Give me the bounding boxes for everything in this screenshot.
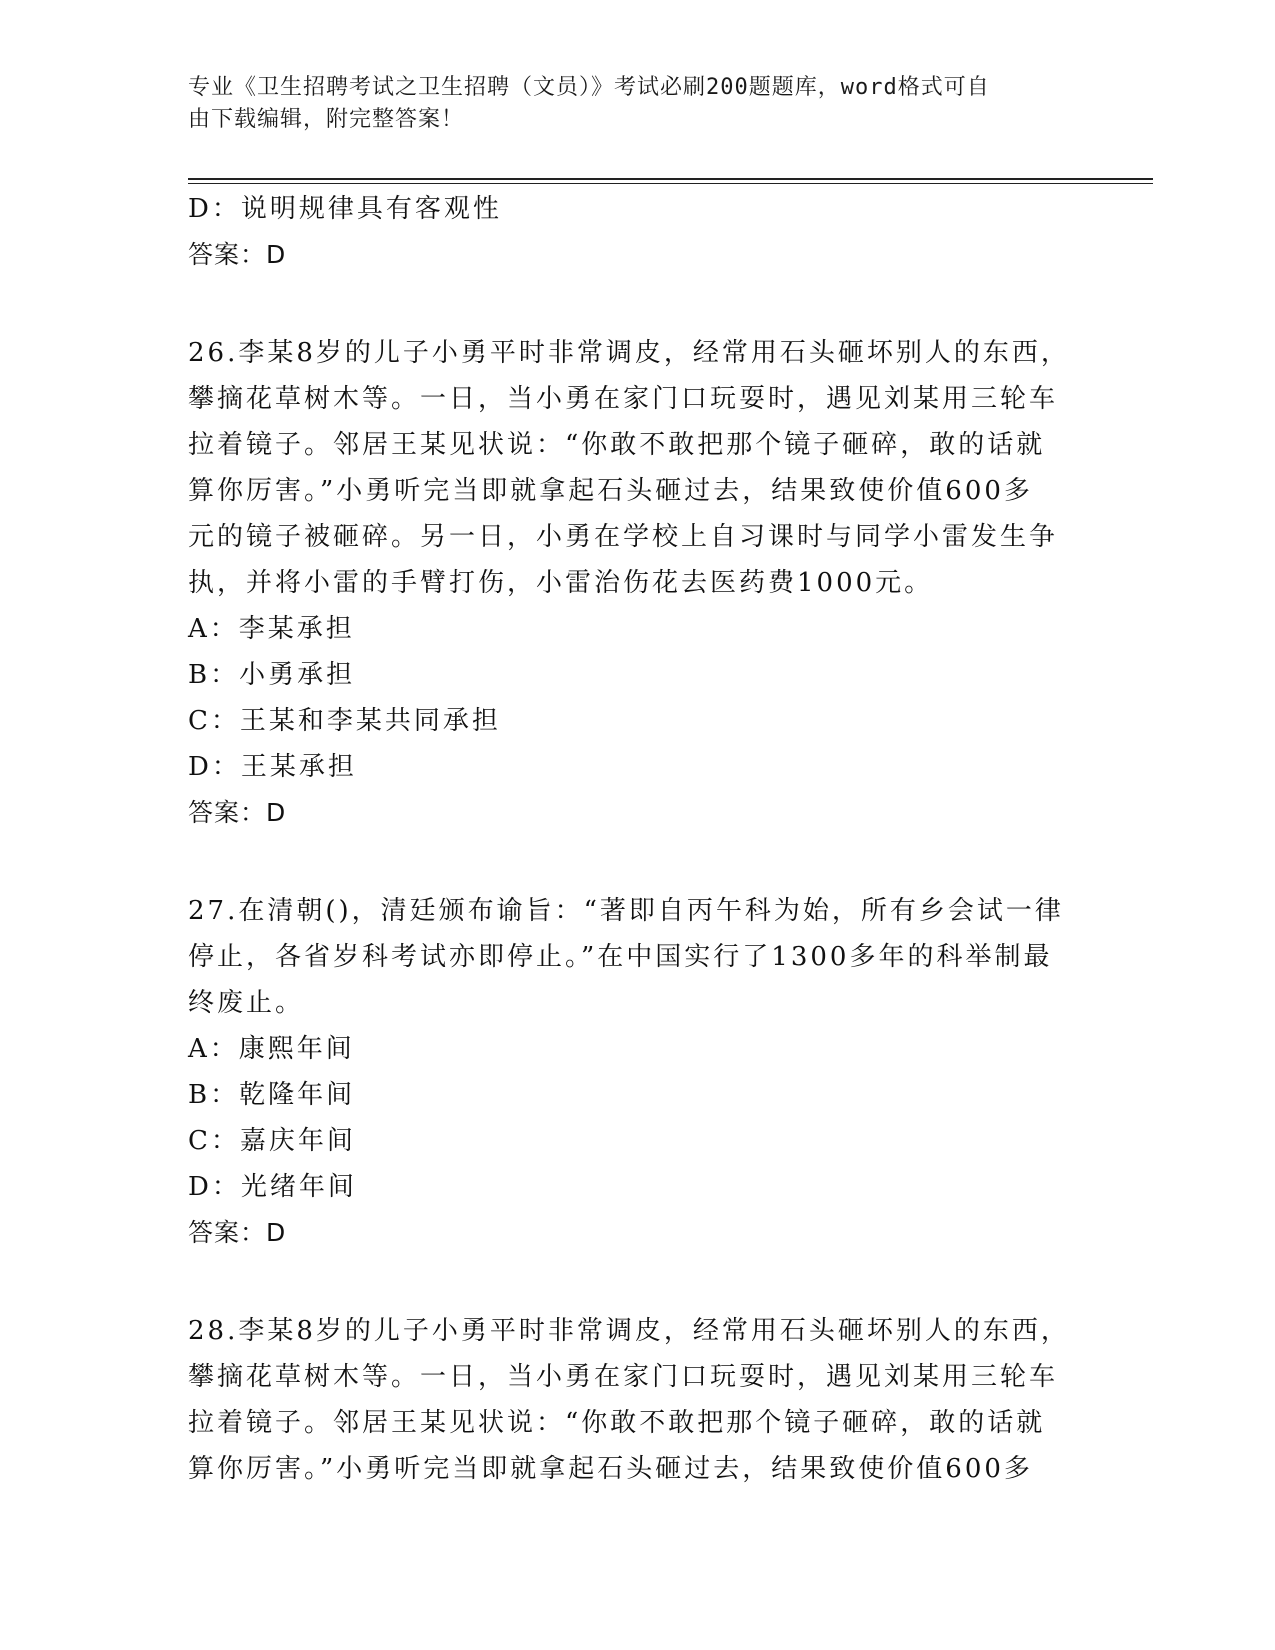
header-rule-thick — [188, 178, 1153, 180]
answer-line: 答案：D — [188, 1218, 287, 1247]
header-line-1: 专业《卫生招聘考试之卫生招聘（文员）》考试必刷200题题库，word格式可自 — [188, 75, 990, 100]
option-d: D：王某承担 — [188, 752, 357, 782]
answer-line: 答案：D — [188, 240, 287, 269]
header-rule-thin — [188, 183, 1153, 184]
option-d: D：说明规律具有客观性 — [188, 194, 502, 224]
stem-line: 停止，各省岁科考试亦即停止。”在中国实行了1300多年的科举制最 — [188, 942, 1053, 972]
question-28 — [188, 1308, 1068, 1492]
option-d: D：光绪年间 — [188, 1172, 357, 1202]
question-27 — [188, 888, 1068, 1256]
stem-line: 攀摘花草树木等。一日，当小勇在家门口玩耍时，遇见刘某用三轮车 — [188, 384, 1059, 414]
stem-line: 28.李某8岁的儿子小勇平时非常调皮，经常用石头砸坏别人的东西， — [188, 1316, 1070, 1346]
question-stem — [188, 330, 1068, 606]
stem-line: 27.在清朝()，清廷颁布谕旨：“著即自丙午科为始，所有乡会试一律 — [188, 896, 1064, 926]
stem-line: 元的镜子被砸碎。另一日，小勇在学校上自习课时与同学小雷发生争 — [188, 522, 1059, 552]
option-c: C：嘉庆年间 — [188, 1126, 356, 1156]
option-b: B：小勇承担 — [188, 660, 356, 690]
stem-line: 拉着镜子。邻居王某见状说：“你敢不敢把那个镜子砸碎，敢的话就 — [188, 1408, 1046, 1438]
stem-line: 算你厉害。”小勇听完当即就拿起石头砸过去，结果致使价值600多 — [188, 1454, 1033, 1484]
stem-line: 拉着镜子。邻居王某见状说：“你敢不敢把那个镜子砸碎，敢的话就 — [188, 430, 1046, 460]
stem-line: 执，并将小雷的手臂打伤，小雷治伤花去医药费1000元。 — [188, 568, 934, 598]
option-a: A：康熙年间 — [188, 1034, 355, 1064]
question-26 — [188, 330, 1068, 836]
option-c: C：王某和李某共同承担 — [188, 706, 501, 736]
stem-line: 算你厉害。”小勇听完当即就拿起石头砸过去，结果致使价值600多 — [188, 476, 1033, 506]
document-body — [188, 186, 1068, 1492]
stem-line: 26.李某8岁的儿子小勇平时非常调皮，经常用石头砸坏别人的东西， — [188, 338, 1070, 368]
option-b: B：乾隆年间 — [188, 1080, 356, 1110]
document-header — [188, 72, 1068, 136]
header-line-2: 由下载编辑，附完整答案！ — [188, 107, 465, 132]
stem-line: 攀摘花草树木等。一日，当小勇在家门口玩耍时，遇见刘某用三轮车 — [188, 1362, 1059, 1392]
stem-line: 终废止。 — [188, 988, 305, 1018]
question-stem — [188, 1308, 1068, 1492]
question-stem — [188, 888, 1068, 1026]
previous-question-tail — [188, 186, 1068, 278]
answer-line: 答案：D — [188, 798, 287, 827]
option-a: A：李某承担 — [188, 614, 355, 644]
